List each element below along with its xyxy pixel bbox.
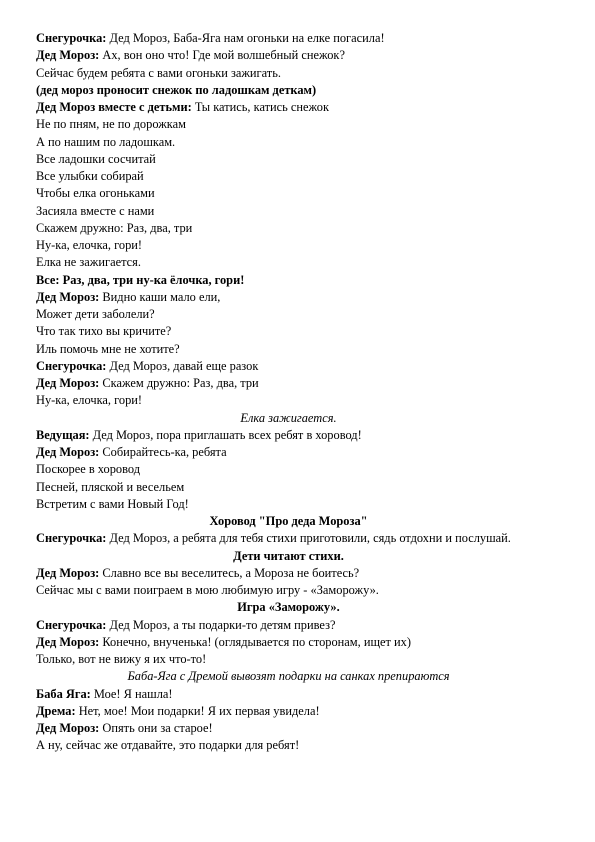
line-text: Иль помочь мне не хотите? — [36, 341, 180, 356]
line-text: Дед Мороз, а ты подарки-то детям привез? — [106, 617, 336, 632]
line-text: (дед мороз проносит снежок по ладошкам деткам) — [36, 82, 317, 97]
script-line — [36, 65, 541, 82]
dialogue-line — [36, 530, 541, 547]
line-text: Баба-Яга с Дремой вывозят подарки на санках препираются — [127, 669, 450, 684]
script-line — [36, 220, 541, 237]
speaker-name: Снегурочка: — [36, 531, 107, 546]
dialogue-line — [36, 272, 541, 289]
line-text: А по нашим по ладошкам. — [36, 134, 176, 149]
speaker-name: Дед Мороз: — [36, 289, 100, 304]
line-text: Не по пням, не по дорожкам — [36, 117, 186, 132]
speaker-name: Дед Мороз: — [36, 565, 100, 580]
line-text: Ты катись, катись снежок — [191, 100, 330, 114]
line-text: Сейчас будем ребята с вами огоньки зажигать. — [36, 65, 281, 80]
line-text: Игра «Заморожу». — [237, 600, 340, 615]
script-line — [36, 237, 541, 254]
script-line — [36, 82, 541, 99]
line-text: Славно все вы веселитесь, а Мороза не боитесь? — [99, 565, 360, 580]
line-text: Нет, мое! Мои подарки! Я их первая увидела! — [75, 703, 320, 718]
dialogue-line — [36, 703, 541, 720]
line-text: Собирайтесь-ка, ребята — [99, 445, 227, 459]
dialogue-line — [36, 375, 541, 392]
line-text: Чтобы елка огоньками — [36, 186, 155, 201]
line-text: Елка не зажигается. — [36, 255, 141, 270]
line-text: Мое! Я нашла! — [90, 686, 173, 701]
script-line — [36, 582, 541, 599]
line-text: Засияла вместе с нами — [36, 203, 155, 218]
dialogue-line — [36, 444, 541, 461]
speaker-name: Дрема: — [36, 703, 76, 718]
line-text: Все улыбки собирай — [36, 169, 144, 183]
script-line — [36, 151, 541, 168]
speaker-name: Дед Мороз: — [36, 721, 100, 735]
line-text: Дед Мороз, пора приглашать всех ребят в хоровод! — [89, 427, 362, 442]
line-text: Дед Мороз, давай еще разок — [106, 358, 259, 373]
dialogue-line — [36, 47, 541, 64]
script-line — [36, 185, 541, 202]
speaker-name: Снегурочка: — [36, 358, 107, 373]
line-text: Дети читают стихи. — [233, 548, 344, 563]
dialogue-line — [36, 358, 541, 375]
script-line — [36, 168, 541, 185]
line-text: Ну-ка, елочка, гори! — [36, 238, 143, 252]
line-text: Елка зажигается. — [240, 410, 337, 425]
speaker-name: Все: — [36, 272, 60, 287]
line-text: Конечно, внученька! (оглядывается по сторонам, ищет их) — [99, 634, 411, 649]
script-line — [36, 306, 541, 323]
dialogue-line — [36, 99, 541, 116]
line-text: Скажем дружно: Раз, два, три — [36, 220, 193, 235]
line-text: Что так тихо вы кричите? — [36, 324, 172, 339]
speaker-name: Дед Мороз: — [36, 445, 100, 459]
speaker-name: Ведущая: — [36, 427, 90, 442]
script-line — [36, 461, 541, 478]
speaker-name: Дед Мороз: — [36, 48, 100, 63]
line-text: Дед Мороз, а ребята для тебя стихи приготовили, сядь отдохни и послушай. — [106, 531, 511, 546]
script-line — [36, 599, 541, 616]
dialogue-line — [36, 720, 541, 737]
line-text: Видно каши мало ели, — [99, 289, 221, 304]
script-line — [36, 392, 541, 409]
speaker-name: Баба Яга: — [36, 686, 91, 701]
script-line — [36, 737, 541, 754]
speaker-name: Дед Мороз вместе с детьми: — [36, 100, 192, 114]
line-text: Песней, пляской и весельем — [36, 479, 185, 494]
line-text: Хоровод "Про деда Мороза" — [209, 514, 368, 528]
speaker-name: Дед Мороз: — [36, 376, 100, 390]
speaker-name: Дед Мороз: — [36, 634, 100, 649]
line-text: Все ладошки сосчитай — [36, 151, 156, 166]
line-text: Опять они за старое! — [99, 721, 213, 735]
script-line — [36, 254, 541, 271]
dialogue-line — [36, 30, 541, 47]
script-line — [36, 116, 541, 133]
line-text: Ну-ка, елочка, гори! — [36, 393, 143, 408]
line-text: Дед Мороз, Баба-Яга нам огоньки на елке погасила! — [106, 31, 385, 45]
line-text: Раз, два, три ну-ка ёлочка, гори! — [59, 272, 245, 287]
line-text: Сейчас мы с вами поиграем в мою любимую игру - «Заморожу». — [36, 583, 379, 597]
script-line — [36, 323, 541, 340]
line-text: Встретим с вами Новый Год! — [36, 496, 189, 511]
script-line — [36, 668, 541, 685]
script-line — [36, 496, 541, 513]
line-text: Поскорее в хоровод — [36, 462, 140, 477]
dialogue-line — [36, 427, 541, 444]
speaker-name: Снегурочка: — [36, 617, 107, 632]
script-line — [36, 203, 541, 220]
script-line — [36, 513, 541, 530]
script-line — [36, 410, 541, 427]
dialogue-line — [36, 634, 541, 651]
dialogue-line — [36, 289, 541, 306]
script-line — [36, 479, 541, 496]
speaker-name: Снегурочка: — [36, 31, 107, 45]
script-line — [36, 548, 541, 565]
script-text — [36, 30, 541, 755]
line-text: Может дети заболели? — [36, 307, 155, 321]
line-text: Ах, вон оно что! Где мой волшебный снежок? — [99, 48, 345, 63]
dialogue-line — [36, 686, 541, 703]
script-line — [36, 134, 541, 151]
dialogue-line — [36, 617, 541, 634]
line-text: Только, вот не вижу я их что-то! — [36, 652, 207, 666]
line-text: А ну, сейчас же отдавайте, это подарки для ребят! — [36, 738, 300, 753]
dialogue-line — [36, 565, 541, 582]
script-line — [36, 341, 541, 358]
line-text: Скажем дружно: Раз, два, три — [99, 376, 259, 390]
script-line — [36, 651, 541, 668]
